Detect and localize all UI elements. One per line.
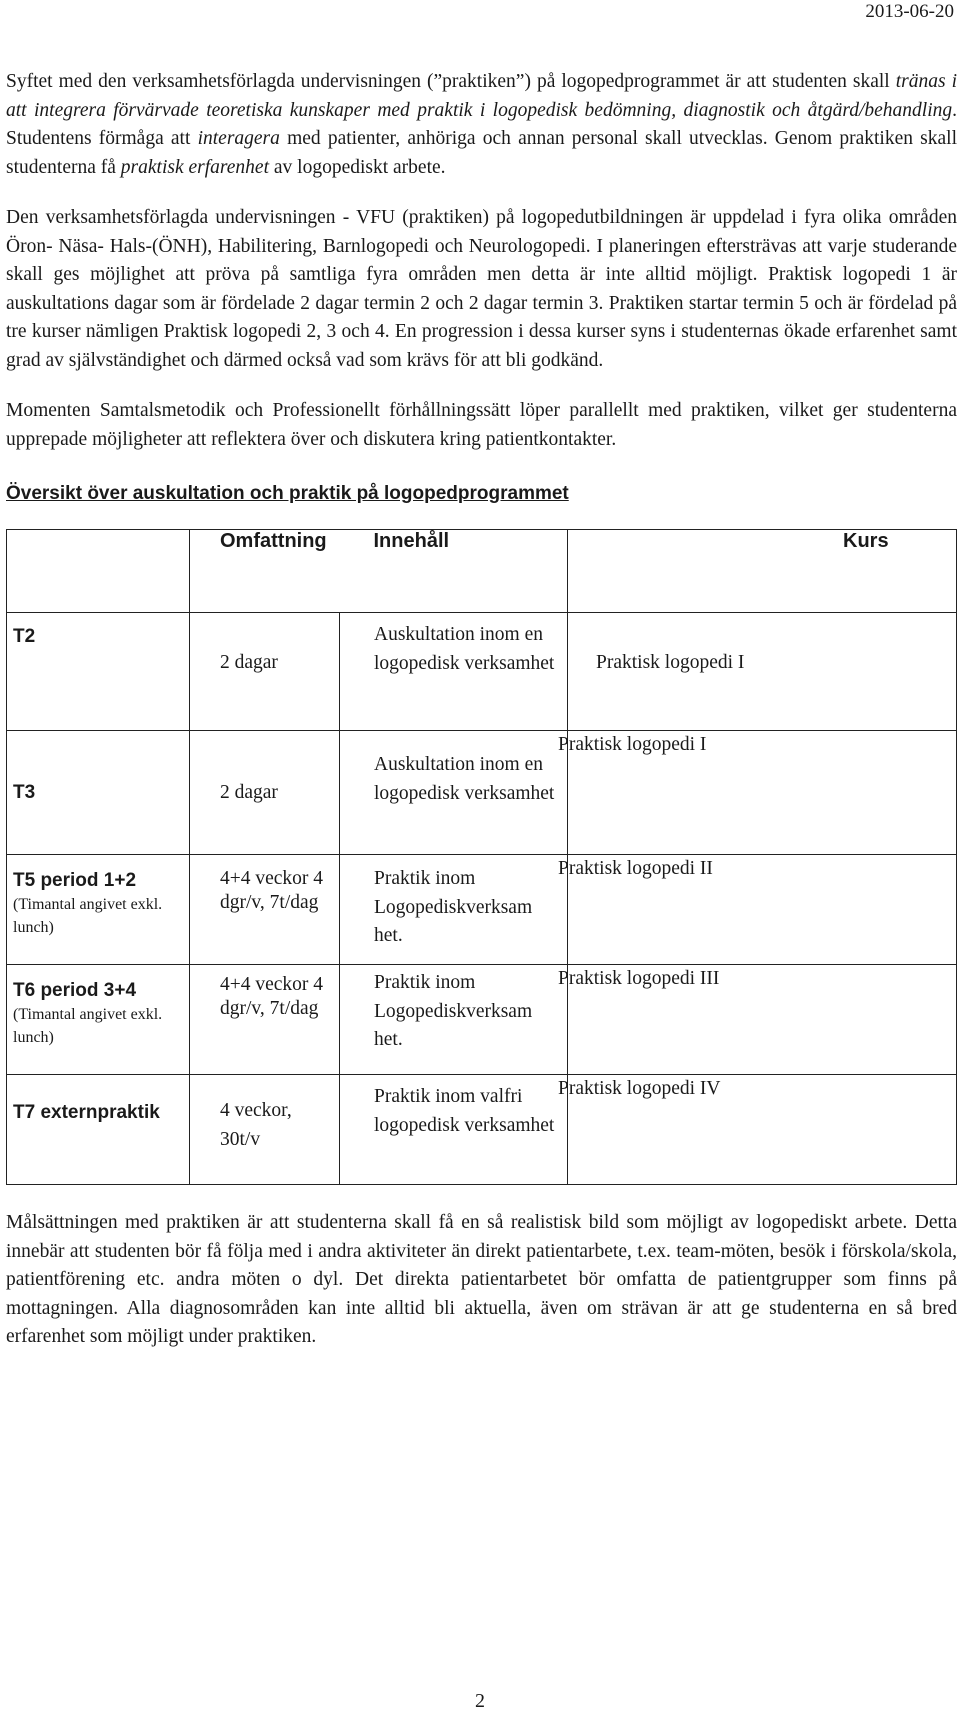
term-cell	[7, 855, 190, 965]
omfattning-cell: 4+4 veckor 4 dgr/v, 7t/dag	[190, 965, 340, 1075]
overview-table	[6, 529, 957, 1185]
page-number: 2	[475, 1690, 485, 1712]
term-label: T3	[13, 782, 36, 803]
p1-seg: . Studentens förmåga att	[6, 99, 957, 149]
header-kurs-cell	[568, 530, 957, 613]
omfattning-cell: 2 dagar	[190, 613, 340, 731]
kurs-cell	[558, 855, 957, 965]
kurs-cell	[558, 731, 957, 855]
term-note: (Timantal angivet exkl. lunch)	[13, 1006, 163, 1046]
table-row	[7, 613, 957, 731]
kurs-cell: Praktisk logopedi I	[568, 613, 957, 731]
table-row	[7, 965, 957, 1075]
term-cell	[7, 965, 190, 1075]
p1-seg-italic: tränas i att integrera förvärvade teoretiska kunskaper med praktik i logopedisk bedömning, diagnostik och åtgärd/behandling	[6, 71, 958, 121]
header-omfattning: Omfattning	[220, 530, 327, 552]
moments-paragraph: Momenten Samtalsmetodik och Professionellt förhållningssätt löper parallellt med praktiken, vilket ger studenterna upprepade möjligheter att reflektera över och diskutera kring patientkontakter.	[6, 400, 957, 450]
p1-seg: av logopediskt arbete.	[269, 156, 446, 178]
innehall-cell: Auskultation inom en logopedisk verksamhet	[340, 731, 568, 855]
header-omfattning-cell	[190, 530, 340, 613]
term-cell	[7, 731, 190, 855]
p1-seg: med patienter, anhöriga och annan personal skall utvecklas. Genom praktiken skall studenterna få	[6, 128, 957, 178]
header-empty-cell	[7, 530, 190, 613]
vfu-paragraph: Den verksamhetsförlagda undervisningen - VFU (praktiken) på logopedutbildningen är uppdelad i fyra olika områden Öron- Näsa- Hals-(ÖNH), Habilitering, Barnlogopedi och Neurologopedi. I planeringen eftersträvas att varje studerande skall ges möjlighet att pröva på samtliga fyra områden men detta är inte alltid möjligt. Praktisk logopedi 1 är auskultations dagar som är fördelade 2 dagar termin 2 och 2 dagar termin 3. Praktiken startar termin 5 och är fördelad på tre kurser nämligen Praktisk logopedi 2, 3 och 4. En progression i dessa kurser syns i studenternas ökade erfarenhet samt grad av självständighet och därmed också vad som krävs för att bli godkänd.	[6, 207, 957, 371]
table-row	[7, 1075, 957, 1185]
header-kurs: Kurs	[843, 530, 889, 552]
term-label: T5 period 1+2	[13, 870, 137, 891]
term-label: T6 period 3+4	[13, 980, 137, 1001]
goals-paragraph: Målsättningen med praktiken är att studenterna skall få en så realistisk bild som möjligt av logopediskt arbete. Detta innebär att studenten bör få följa med i andra aktiviteter än direkt patientarbete, t.ex. team-möten, besök i förskola/skola, patientförening etc. andra möten o dyl. Det direkta patientarbetet bör omfatta de patientgrupper som finns på mottagningen. Alla diagnosområden kan inte alltid bli aktuella, även om strävan är att ge studenterna en så bred erfarenhet som möjligt under praktiken.	[6, 1212, 957, 1347]
innehall-cell: Praktik inom valfri logopedisk verksamhet	[340, 1075, 568, 1185]
term-label: T7 externpraktik	[13, 1102, 160, 1123]
header-date: 2013-06-20	[865, 1, 954, 22]
kurs-label: Praktisk logopedi I	[558, 734, 707, 755]
p1-seg-italic: interagera	[197, 128, 280, 149]
p1-seg: Syftet med den verksamhetsförlagda undervisningen (”praktiken”) på logopedprogrammet är att studenten skall	[6, 71, 896, 92]
kurs-label: Praktisk logopedi III	[558, 968, 720, 989]
kurs-cell	[558, 965, 957, 1075]
omfattning-cell: 2 dagar	[190, 731, 340, 855]
intro-paragraph	[6, 68, 957, 182]
kurs-label: Praktisk logopedi II	[558, 858, 713, 879]
kurs-cell	[558, 1075, 957, 1185]
table-row	[7, 731, 957, 855]
innehall-cell: Auskultation inom en logopedisk verksamhet	[340, 613, 568, 731]
document-body	[6, 68, 957, 1374]
section-heading: Översikt över auskultation och praktik på logopedprogrammet	[6, 483, 569, 504]
p1-seg-italic: praktisk erfarenhet	[120, 156, 269, 178]
term-label: T2	[13, 626, 36, 647]
term-cell	[7, 613, 190, 731]
term-note: (Timantal angivet exkl. lunch)	[13, 896, 163, 936]
table-row	[7, 855, 957, 965]
table-header-row	[7, 530, 957, 613]
omfattning-cell: 4 veckor, 30t/v	[190, 1075, 340, 1185]
innehall-cell: Praktik inom Logopediskverksam het.	[340, 965, 568, 1075]
term-cell	[7, 1075, 190, 1185]
innehall-cell: Praktik inom Logopediskverksam het.	[340, 855, 568, 965]
kurs-label: Praktisk logopedi IV	[558, 1078, 721, 1099]
omfattning-cell: 4+4 veckor 4 dgr/v, 7t/dag	[190, 855, 340, 965]
header-innehall: Innehåll	[373, 530, 450, 552]
header-innehall-cell	[340, 530, 568, 613]
